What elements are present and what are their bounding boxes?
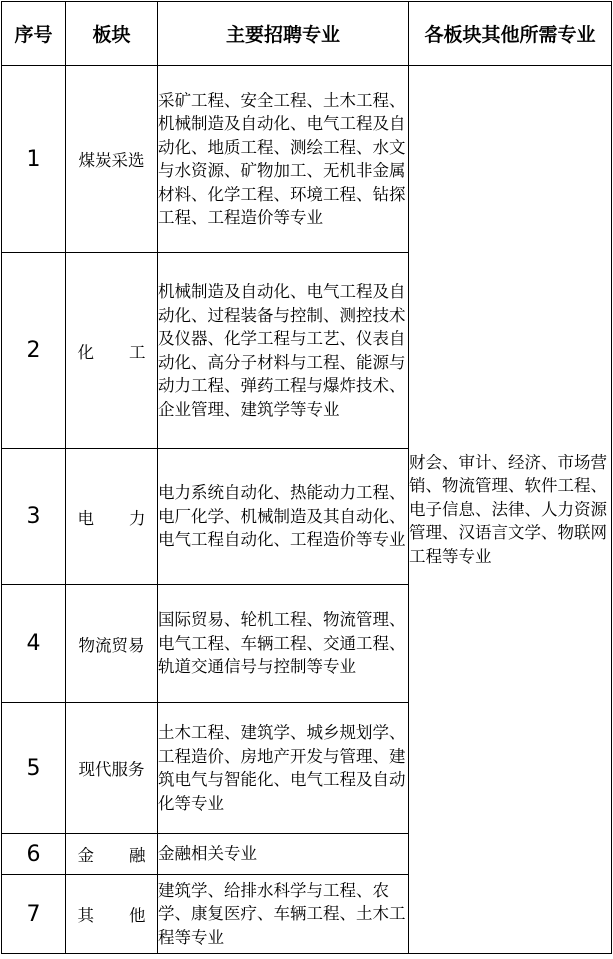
row-number: 7	[2, 875, 66, 954]
row-sector	[66, 253, 161, 449]
other-majors-cell	[409, 66, 612, 954]
row-number: 2	[2, 253, 66, 449]
recruitment-table	[1, 1, 612, 954]
row-number: 5	[2, 703, 66, 834]
header-sector: 板块	[66, 2, 158, 66]
row-sector-text: 金 融	[77, 846, 161, 865]
row-sector-text: 电 力	[77, 508, 161, 528]
row-sector-text: 其 他	[77, 906, 161, 925]
row-majors: 采矿工程、安全工程、土木工程、机械制造及自动化、电气工程及自动化、地质工程、测绘工程、水文与水资源、矿物加工、无机非金属材料、化学工程、环境工程、钻探工程、工程造价等专业	[158, 66, 409, 253]
row-number: 3	[2, 449, 66, 585]
row-number: 6	[2, 834, 66, 875]
header-row	[2, 2, 612, 66]
header-no: 序号	[2, 2, 66, 66]
other-majors-text: 财会、审计、经济、市场营销、物流管理、软件工程、电子信息、法律、人力资源管理、汉语言文学、物联网工程等专业	[409, 452, 607, 566]
row-sector	[66, 834, 161, 875]
row-majors: 土木工程、建筑学、城乡规划学、工程造价、房地产开发与管理、建筑电气与智能化、电气工程及自动化等专业	[158, 703, 409, 834]
row-number: 4	[2, 585, 66, 703]
row-majors: 机械制造及自动化、电气工程及自动化、过程装备与控制、测控技术及仪器、化学工程与工艺、仪表自动化、高分子材料与工程、能源与动力工程、弹药工程与爆炸技术、企业管理、建筑学等专业	[158, 253, 409, 449]
row-majors: 建筑学、给排水科学与工程、农学、康复医疗、车辆工程、土木工程等专业	[158, 875, 409, 954]
row-sector: 物流贸易	[66, 585, 158, 703]
table-row	[2, 66, 612, 253]
row-sector: 煤炭采选	[66, 66, 158, 253]
row-sector: 现代服务	[66, 703, 158, 834]
row-number: 1	[2, 66, 66, 253]
row-sector-text: 化 工	[77, 342, 161, 362]
header-majors: 主要招聘专业	[158, 2, 409, 66]
row-sector	[66, 875, 161, 954]
row-majors: 金融相关专业	[158, 834, 409, 875]
header-other-majors: 各板块其他所需专业	[409, 2, 612, 66]
row-majors: 国际贸易、轮机工程、物流管理、电气工程、车辆工程、交通工程、轨道交通信号与控制等专业	[158, 585, 409, 703]
row-majors: 电力系统自动化、热能动力工程、电厂化学、机械制造及其自动化、电气工程自动化、工程造价等专业	[158, 449, 409, 585]
row-sector	[66, 449, 161, 585]
